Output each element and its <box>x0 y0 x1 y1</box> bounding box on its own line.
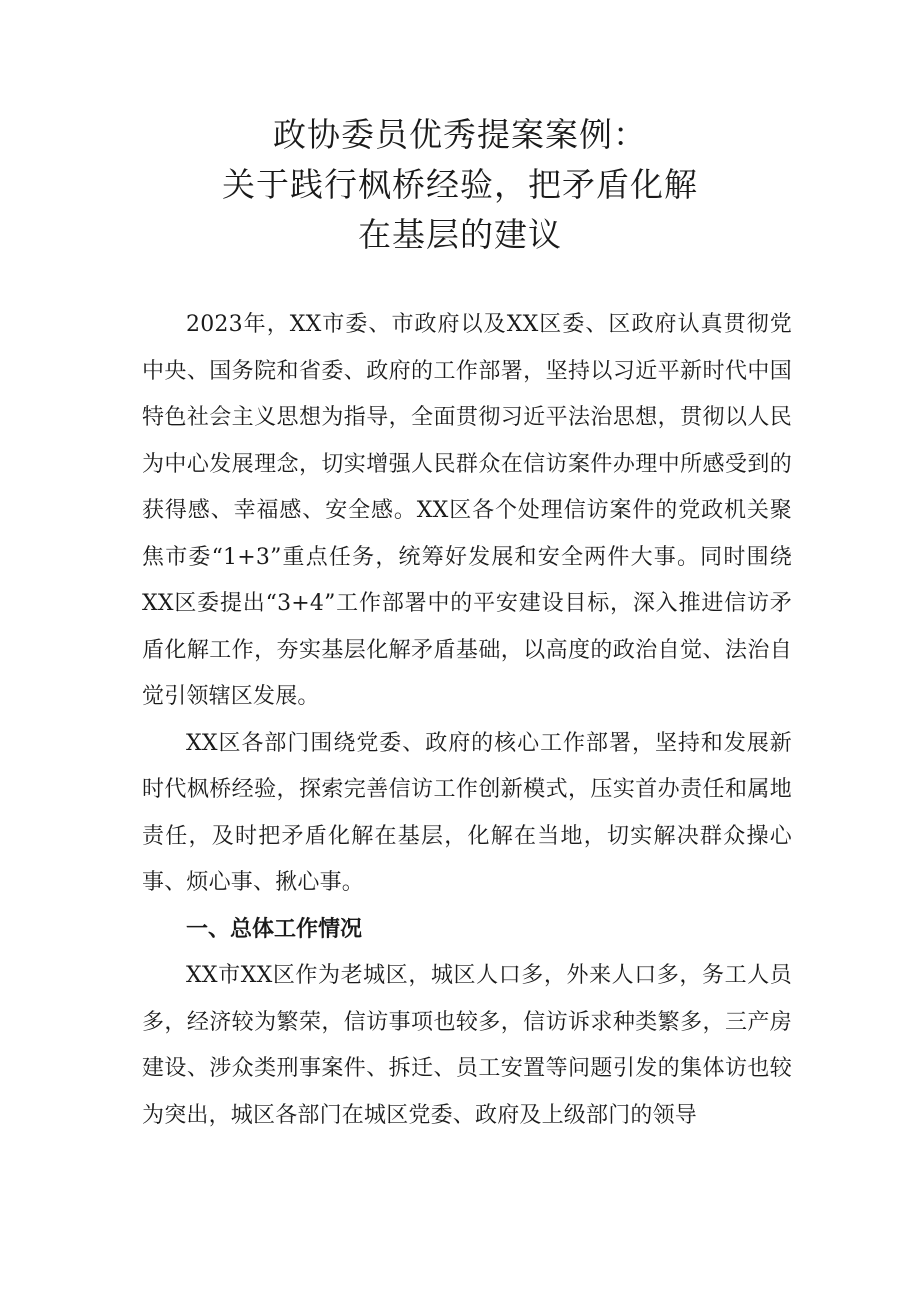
paragraph-intro: 2023年，XX市委、市政府以及XX区委、区政府认真贯彻党中央、国务院和省委、政府的工作部署，坚持以习近平新时代中国特色社会主义思想为指导，全面贯彻习近平法治思想，贯彻以人民为中心发展理念，切实增强人民群众在信访案件办理中所感受到的获得感、幸福感、安全感。XX区各个处理信访案件的党政机关聚焦市委“1+3”重点任务，统筹好发展和安全两件大事。同时围绕XX区委提出“3+4”工作部署中的平安建设目标，深入推进信访矛盾化解工作，夯实基层化解矛盾基础，以高度的政治自觉、法治自觉引领辖区发展。 <box>142 312 792 709</box>
title-line-1: 政协委员优秀提案案例： <box>273 115 647 154</box>
document-body <box>142 302 792 1139</box>
title-line-3: 在基层的建议 <box>358 215 562 254</box>
title-line-2: 关于践行枫桥经验，把矛盾化解 <box>222 165 698 204</box>
document-title <box>0 110 920 260</box>
paragraph-overall: XX市XX区作为老城区，城区人口多，外来人口多，务工人员多，经济较为繁荣，信访事项也较多，信访诉求种类繁多，三产房建设、涉众类刑事案件、拆迁、员工安置等问题引发的集体访也较为突出，城区各部门在城区党委、政府及上级部门的领导 <box>142 963 792 1128</box>
paragraph-departments: XX区各部门围绕党委、政府的核心工作部署，坚持和发展新时代枫桥经验，探索完善信访工作创新模式，压实首办责任和属地责任，及时把矛盾化解在基层，化解在当地，切实解决群众操心事、烦心事、揪心事。 <box>142 730 792 895</box>
section-heading-overall: 一、总体工作情况 <box>186 916 363 942</box>
